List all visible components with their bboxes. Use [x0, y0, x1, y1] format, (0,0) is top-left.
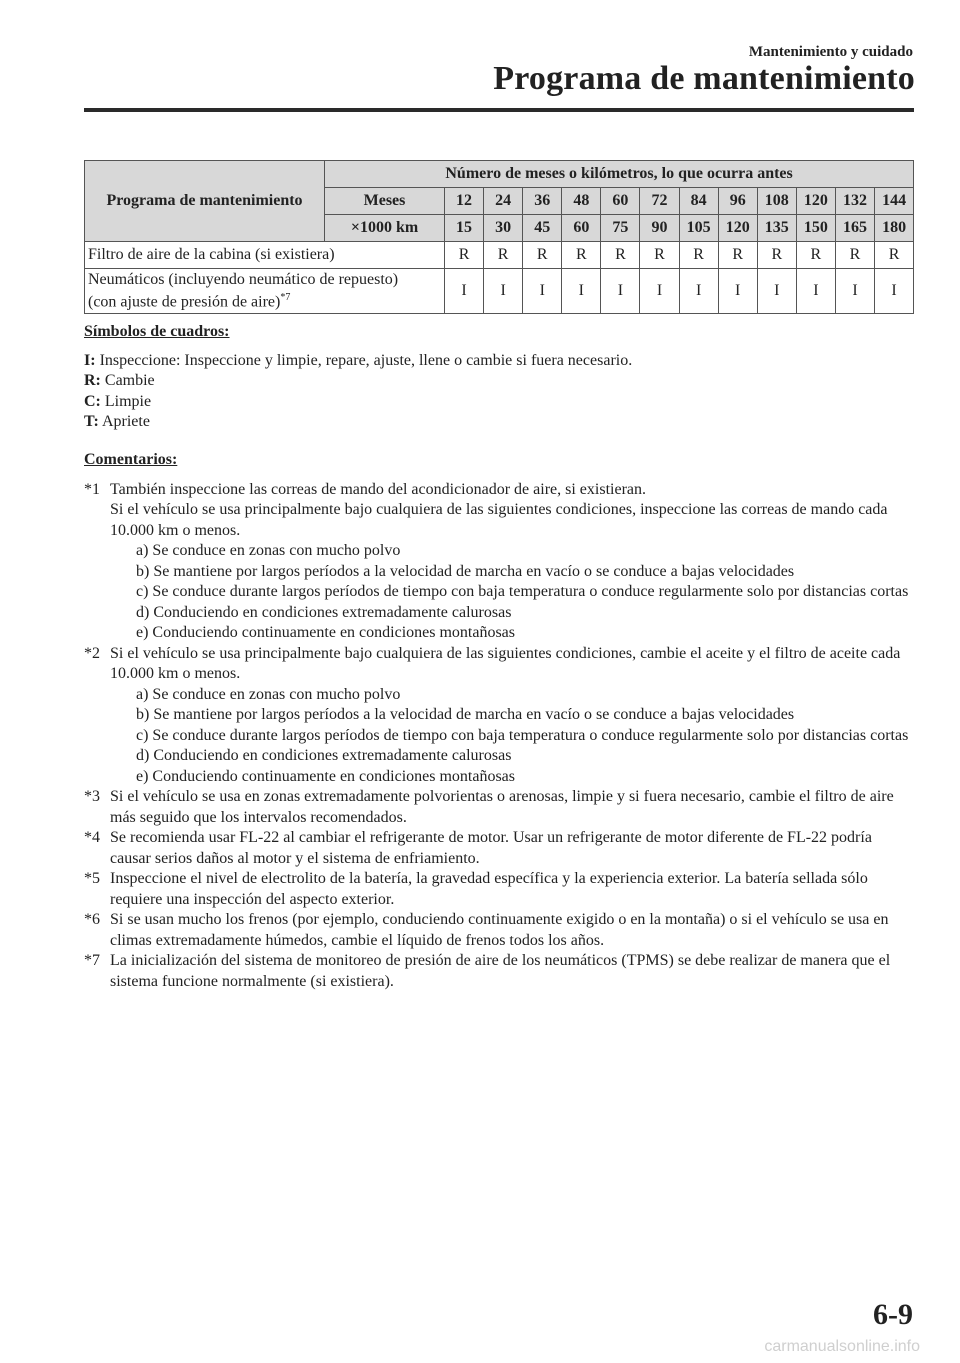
row-value: I [875, 269, 914, 314]
row-value: I [601, 269, 640, 314]
note-sub-item: e) Conduciendo continuamente en condiciones montañosas [136, 767, 516, 785]
row-item-line2: (con ajuste de presión de aire) [88, 293, 281, 311]
symbols-section [84, 322, 914, 433]
symbols-title: Símbolos de cuadros: [84, 323, 230, 340]
km-cell: 90 [640, 215, 679, 242]
row-value: R [835, 242, 874, 269]
page-number: 6-9 [873, 1298, 913, 1331]
symbol-item [84, 392, 914, 413]
month-cell: 24 [484, 188, 523, 215]
comment-note [84, 951, 914, 992]
km-cell: 180 [875, 215, 914, 242]
note-number: *4 [84, 829, 100, 846]
symbol-text: Limpie [104, 392, 152, 410]
km-cell: 45 [523, 215, 562, 242]
note-text: Inspeccione el nivel de electrolito de la batería, la gravedad específica y la experiencia exterior. La batería sellada sólo requiere una inspección del aspecto exterior. [110, 870, 868, 908]
row-value: R [523, 242, 562, 269]
row-value: I [562, 269, 601, 314]
note-number: *5 [84, 870, 100, 887]
comment-note [84, 480, 914, 644]
month-cell: 108 [757, 188, 796, 215]
note-number: *2 [84, 644, 100, 662]
row-value: I [640, 269, 679, 314]
footnote-ref: *7 [280, 291, 291, 303]
comment-note [84, 869, 914, 910]
symbol-item [84, 412, 914, 433]
month-cell: 48 [562, 188, 601, 215]
row-value: I [835, 269, 874, 314]
note-sub-item: c) Se conduce durante largos períodos de tiempo con baja temperatura o conduce regularmente solo por distancias cortas [136, 726, 909, 744]
table-row [85, 242, 914, 269]
symbol-key: C: [84, 392, 101, 410]
km-cell: 165 [835, 215, 874, 242]
month-cell: 12 [445, 188, 484, 215]
comment-note [84, 828, 914, 869]
row-value: R [484, 242, 523, 269]
comment-note [84, 787, 914, 828]
comments-title: Comentarios: [84, 451, 178, 468]
km-cell: 105 [679, 215, 718, 242]
row-value: R [562, 242, 601, 269]
section-label: Mantenimiento y cuidado [748, 44, 913, 60]
row-item-label [85, 269, 445, 314]
table-row [85, 269, 914, 314]
row-value: I [679, 269, 718, 314]
month-cell: 96 [718, 188, 757, 215]
symbol-key: I: [84, 351, 96, 369]
note-line: También inspeccione las correas de mando del acondicionador de aire, si existieran. [110, 480, 646, 498]
km-cell: 135 [757, 215, 796, 242]
note-line: Si el vehículo se usa principalmente bajo cualquiera de las siguientes condiciones, inspeccione las correas de mando cada 10.000 km o menos. [110, 501, 888, 539]
km-label: ×1000 km [325, 215, 445, 242]
maintenance-schedule-table [84, 160, 914, 314]
row-value: R [679, 242, 718, 269]
row-item-label: Filtro de aire de la cabina (si existiera) [85, 242, 445, 269]
km-cell: 30 [484, 215, 523, 242]
note-sub-item: a) Se conduce en zonas con mucho polvo [136, 542, 401, 559]
page-title: Programa de mantenimiento [493, 60, 915, 97]
note-number: *7 [84, 952, 100, 969]
symbol-item [84, 371, 914, 392]
note-number: *3 [84, 788, 100, 805]
month-cell: 144 [875, 188, 914, 215]
row-value: I [796, 269, 835, 314]
table-group-header: Número de meses o kilómetros, lo que ocurra antes [325, 161, 914, 188]
row-value: I [523, 269, 562, 314]
note-number: *6 [84, 911, 100, 928]
row-value: I [718, 269, 757, 314]
month-cell: 60 [601, 188, 640, 215]
comment-note [84, 910, 914, 951]
row-value: R [875, 242, 914, 269]
row-value: R [445, 242, 484, 269]
comment-note [84, 644, 914, 788]
row-value: R [640, 242, 679, 269]
month-cell: 72 [640, 188, 679, 215]
row-value: R [718, 242, 757, 269]
month-cell: 36 [523, 188, 562, 215]
months-label: Meses [325, 188, 445, 215]
km-cell: 15 [445, 215, 484, 242]
note-number: *1 [84, 480, 100, 498]
symbol-key: R: [84, 372, 101, 389]
month-cell: 84 [679, 188, 718, 215]
row-value: I [484, 269, 523, 314]
note-line: Si el vehículo se usa principalmente bajo cualquiera de las siguientes condiciones, cambie el aceite y el filtro de aceite cada 10.000 km o menos. [110, 644, 901, 682]
month-cell: 132 [835, 188, 874, 215]
km-cell: 120 [718, 215, 757, 242]
watermark: carmanualsonline.info [764, 1338, 920, 1355]
note-sub-item: c) Se conduce durante largos períodos de tiempo con baja temperatura o conduce regularmente solo por distancias cortas [136, 583, 909, 600]
row-value: R [601, 242, 640, 269]
row-value: R [796, 242, 835, 269]
comments-section [84, 450, 914, 992]
note-sub-item: b) Se mantiene por largos períodos a la velocidad de marcha en vacío o se conduce a bajas velocidades [136, 562, 795, 580]
note-sub-item: a) Se conduce en zonas con mucho polvo [136, 685, 401, 703]
km-cell: 60 [562, 215, 601, 242]
row-item-line1: Neumáticos (incluyendo neumático de repuesto) [88, 270, 399, 288]
note-text: Si el vehículo se usa en zonas extremadamente polvorientas o arenosas, limpie y si fuera necesario, cambie el filtro de aire más seguido que los intervalos recomendados. [110, 788, 894, 826]
symbol-text: Cambie [104, 372, 155, 389]
symbol-text: Inspeccione: Inspeccione y limpie, repare, ajuste, llene o cambie si fuera necesario. [99, 351, 633, 369]
row-value: R [757, 242, 796, 269]
note-text: La inicialización del sistema de monitoreo de presión de aire de los neumáticos (TPMS) se debe realizar de manera que el sistema funcione normalmente (si existiera). [110, 952, 891, 990]
note-sub-item: b) Se mantiene por largos períodos a la velocidad de marcha en vacío o se conduce a bajas velocidades [136, 706, 795, 723]
table-corner-label: Programa de mantenimiento [85, 161, 325, 242]
row-value: I [445, 269, 484, 314]
note-text: Se recomienda usar FL-22 al cambiar el refrigerante de motor. Usar un refrigerante de motor diferente de FL-22 podría causar serios daños al motor y el sistema de enfriamiento. [110, 829, 872, 867]
month-cell: 120 [796, 188, 835, 215]
km-cell: 75 [601, 215, 640, 242]
header-rule [84, 108, 914, 112]
row-value: I [757, 269, 796, 314]
symbol-item [84, 351, 914, 372]
symbol-key: T: [84, 413, 99, 430]
km-cell: 150 [796, 215, 835, 242]
note-text: Si se usan mucho los frenos (por ejemplo, conduciendo continuamente exigido o en la montaña) o si el vehículo se usa en climas extremadamente húmedos, cambie el líquido de frenos todos los años. [110, 911, 889, 949]
note-sub-item: d) Conduciendo en condiciones extremadamente calurosas [136, 603, 512, 621]
note-sub-item: e) Conduciendo continuamente en condiciones montañosas [136, 624, 516, 641]
note-sub-item: d) Conduciendo en condiciones extremadamente calurosas [136, 747, 512, 764]
symbol-text: Apriete [101, 413, 150, 430]
